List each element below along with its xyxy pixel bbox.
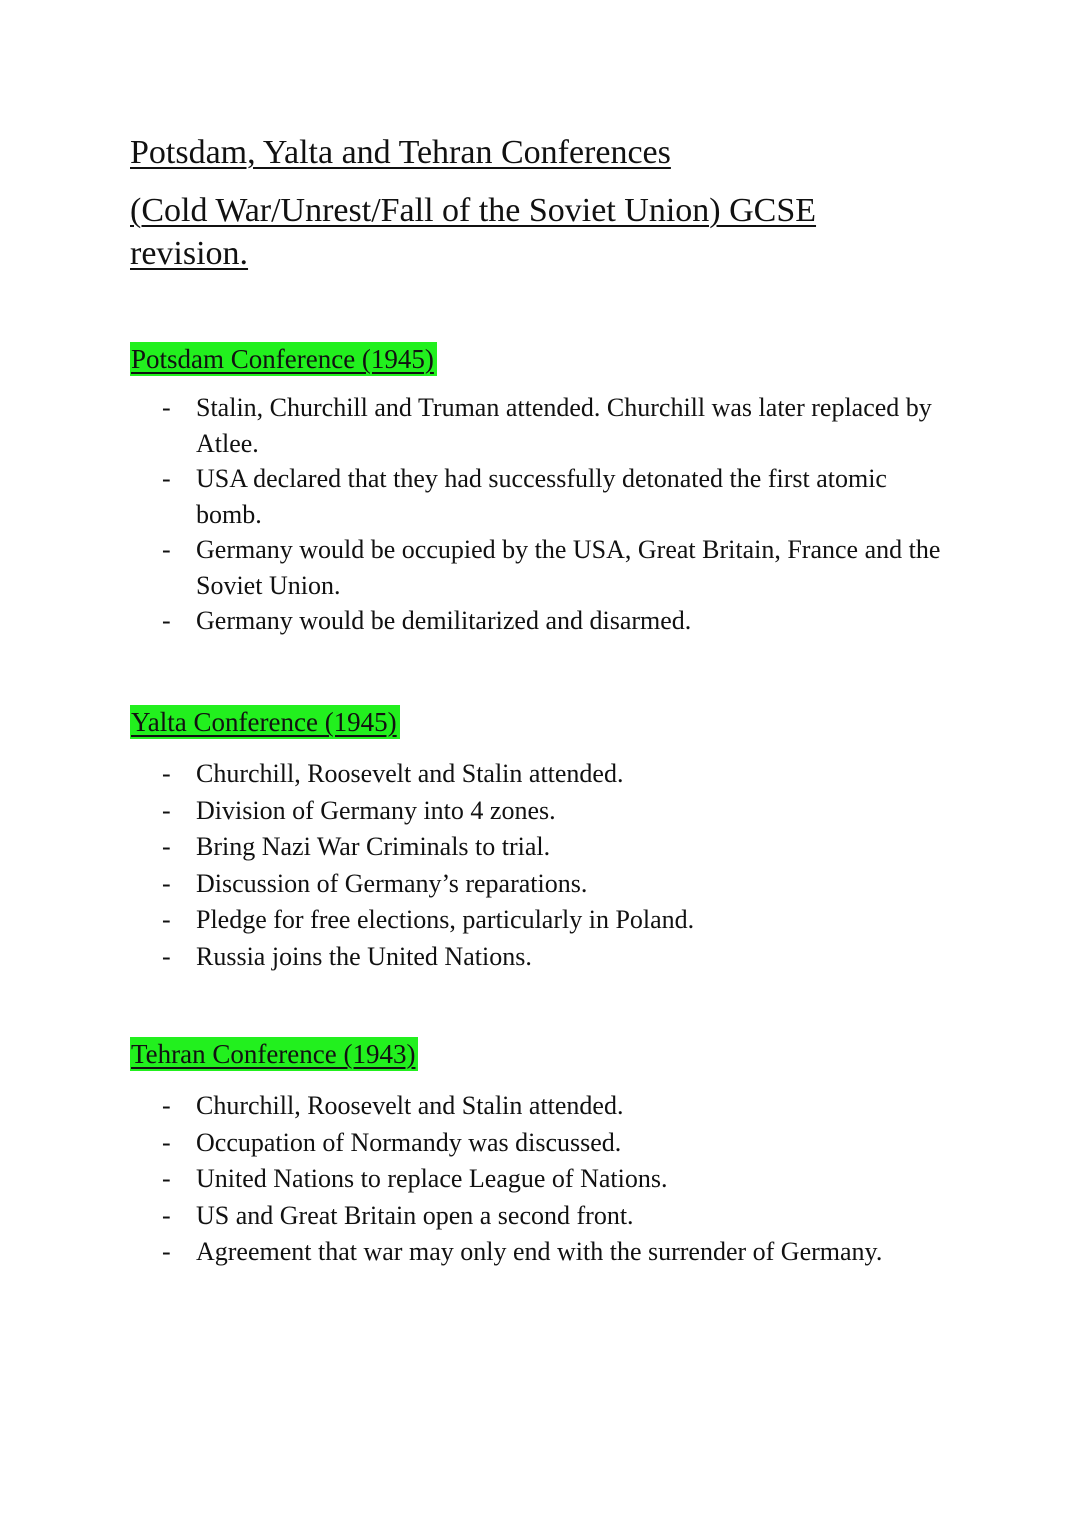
list-item: - United Nations to replace League of Nations.	[162, 1164, 668, 1193]
list-item: - US and Great Britain open a second front.	[162, 1200, 634, 1230]
document-title-line-2: (Cold War/Unrest/Fall of the Soviet Union) GCSE	[130, 192, 817, 229]
list-item: - Churchill, Roosevelt and Stalin attended.	[162, 759, 624, 788]
section-heading-potsdam: Potsdam Conference (1945)	[130, 342, 437, 376]
list-item: - Discussion of Germany’s reparations.	[162, 868, 588, 898]
list-item: - Agreement that war may only end with the surrender of Germany.	[162, 1237, 883, 1266]
list-item: - Germany would be demilitarized and disarmed.	[162, 606, 692, 635]
list-item: - Pledge for free elections, particularly in Poland.	[162, 905, 695, 934]
section-yalta	[130, 705, 990, 975]
list-item: - Occupation of Normandy was discussed.	[162, 1127, 622, 1157]
bullet-list-yalta	[130, 756, 990, 975]
bullet-list-tehran	[130, 1088, 990, 1269]
section-potsdam	[130, 342, 990, 639]
document-title-line-1: Potsdam, Yalta and Tehran Conferences	[130, 134, 671, 171]
list-item: - Churchill, Roosevelt and Stalin attended.	[162, 1091, 624, 1120]
list-item: - Stalin, Churchill and Truman attended. Churchill was later replaced by Atlee.	[162, 393, 932, 458]
bullet-list-potsdam	[130, 390, 990, 639]
list-item: - Russia joins the United Nations.	[162, 941, 532, 971]
section-heading-yalta: Yalta Conference (1945)	[130, 705, 400, 739]
section-tehran	[130, 1037, 990, 1269]
list-item: - Germany would be occupied by the USA, Great Britain, France and the Soviet Union.	[162, 535, 941, 600]
section-heading-tehran: Tehran Conference (1943)	[130, 1037, 418, 1071]
list-item: - USA declared that they had successfully detonated the first atomic bomb.	[162, 464, 887, 529]
document-title-line-3: revision.	[130, 235, 249, 272]
list-item: - Bring Nazi War Criminals to trial.	[162, 832, 551, 861]
list-item: - Division of Germany into 4 zones.	[162, 795, 556, 825]
